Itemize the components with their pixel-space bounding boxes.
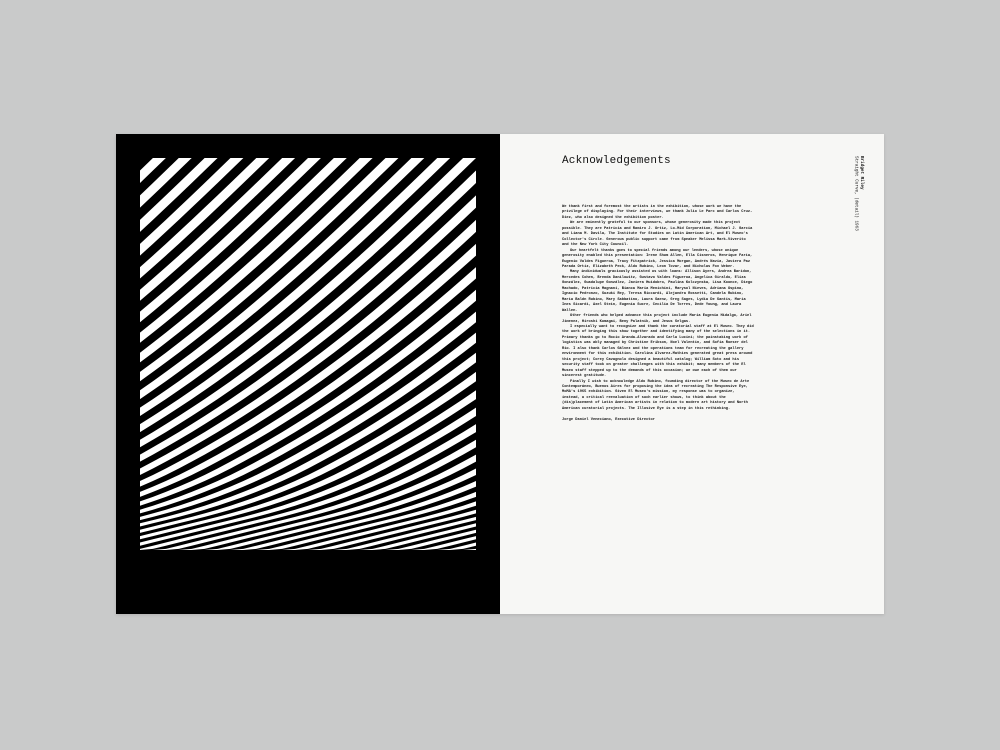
op-art-artwork [140, 158, 476, 550]
left-page [116, 134, 500, 614]
acknowledgements-body [562, 205, 754, 423]
paragraph: Finally I wish to acknowledge Aldo Rubino, founding director of the Museo de Arte Contemporáneo, Buenos Aires for proposing the idea of recreating The Responsive Eye, MoMA's 1965 exhibition. Given El Museo's mission, my response was to organize, instead, a critical reevaluation of such earlier shows, to think about the (dis)placement of Latin American artists in relation to modern art history and North American curatorial projects. The Illusive Eye is a step in this rethinking. [562, 379, 750, 411]
paragraph: Other friends who helped advance this project include Maria Eugenia Hidalgo, Ariel Jimenez, Hiroshi Kumagai, Beny Palatnik, and Jesus Selgas. [562, 314, 752, 324]
page-title: Acknowledgements [562, 155, 671, 167]
signature: Jorge Daniel Veneciano, Executive Director [562, 417, 655, 422]
artwork-caption [853, 156, 864, 231]
paragraph: We are eminently grateful to our sponsors, whose generosity made this project possible. They are Patricia and Ramiro J. Ortiz, Lo-Mid Corporation, Michael J. Garcia and Liana M. Davila, The Institute for Studies on Latin American Art, and El Museo's Collector's Circle. Generous public support came from Speaker Melissa Mark-Viverito and the New York City Council. [562, 221, 753, 248]
op-art-triangle-pattern-icon [140, 158, 476, 550]
paragraph: Our heartfelt thanks goes to special friends among our lenders, whose unique generosity enabled this presentation: Irene Shum Allen, Ella Cisneros, Henrique Faria, Eugenio Valdes Figueroa, Tracy Fitzpatrick, Jessica Morgan, Andrés Navia, Javiera Paz Parada Ortiz, Elizabeth Peck, Aldo Rubino, Leon Tovar, and Nicholas Fox Weber. [562, 248, 753, 269]
caption-work: Straight Curve, (detail) 1963 [853, 156, 859, 231]
paragraph: Many individuals graciously assisted us with loans: Allison Ayers, Andrea Baridon, Mercedes Cohen, Brenda Danilowitz, Gustavo Valdes Figueroa, Angelica Giraldo, Eliza González, Guadalupe González, Javiera Huidobro, Paulina Kolczynska, Lisa Koonce, Diego Machado, Patricia Magnani, Bianca Maria Menichini, Marysol Nieves, Adriana Ospina, Ignacio Pedronzo, Suzuki Rey, Teresa Riccardi, Alejandra Rossetti, Candela Rubino, Maria Baldn Rubino, Mary Sabbatino, Laura Saenz, Greg Sages, Lydia De Santis, Maria Ines Sicardi, Axel Stein, Eugenia Sucre, Cecilia De Torres, Dede Young, and Laura Wallen. [562, 270, 753, 313]
paragraph: We thank first and foremost the artists in the exhibition, whose work we have the privilege of displaying. For their interviews, we thank Julio Le Parc and Carlos Cruz-Diez, who also designed the exhibition poster. [562, 205, 753, 220]
book-spread [116, 134, 884, 614]
right-page [500, 134, 884, 614]
paragraph: I especially want to recognize and thank the curatorial staff at El Museo. They did the work of bringing this show together and identifying many of the selections in it. Primary thanks go to Rocio Aranda-Alvarado and Carla Lucini; the painstaking work of logistics was ably managed by Christine Erikson, Noel Valentin, and Sofia Roeser del Rio. I also thank Carlos Gálvez and the operations team for recreating the gallery environment for this exhibition. Carolina Alvarez-Mathies generated great press around this project; Corey Cavagnolo designed a beautiful catalog; William Soto and his security staff took on greater challenges with this exhibit; many members of the El Museo staff stepped up to the demands of this occasion; we owe each of them our sincerest gratitude. [562, 324, 754, 379]
caption-artist: Bridget Riley [859, 156, 865, 190]
